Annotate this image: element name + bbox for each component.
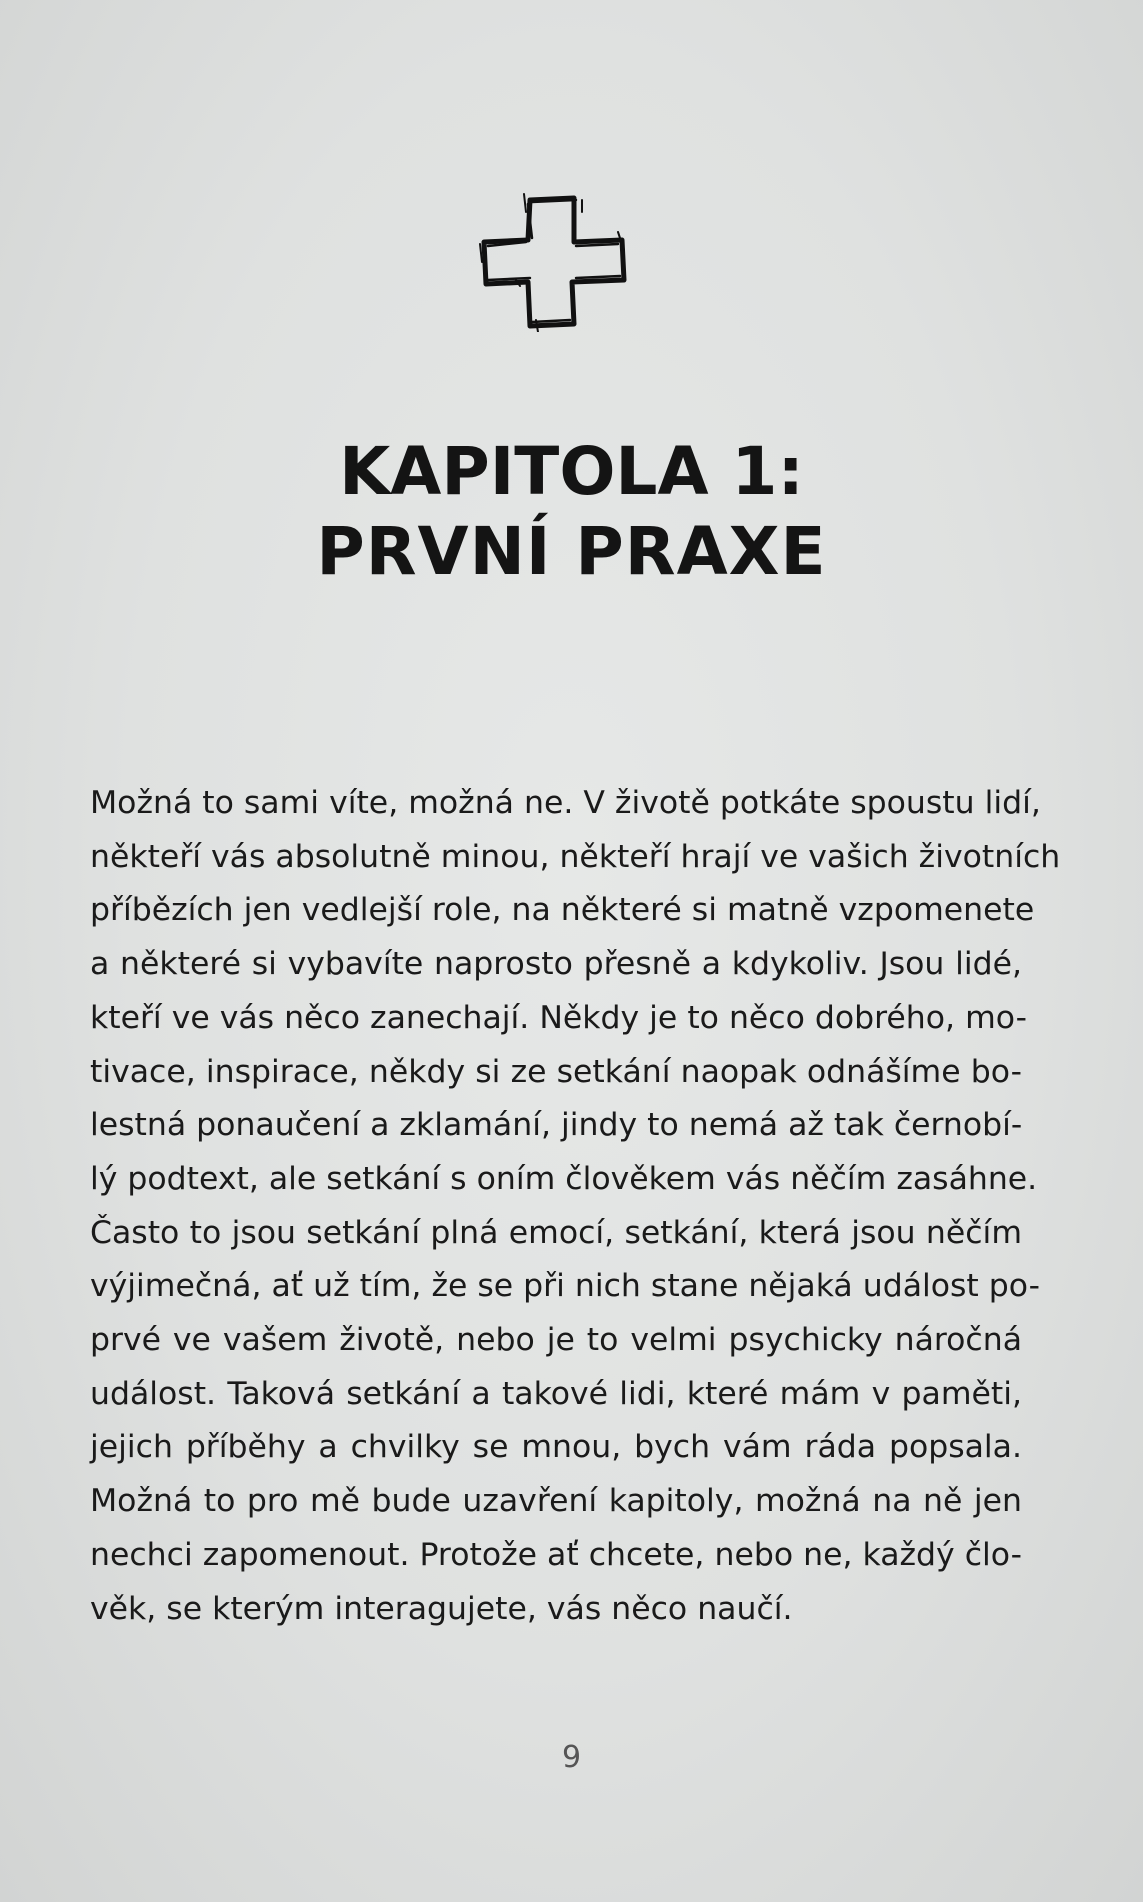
- body-line: jejich příběhy a chvilky se mnou, bych vám ráda popsala.: [90, 1429, 1022, 1466]
- body-line: příbězích jen vedlejší role, na některé si matně vzpomenete: [90, 892, 1035, 929]
- chapter-title-line1: KAPITOLA 1:: [339, 433, 804, 510]
- page-number: 9: [561, 1740, 582, 1775]
- chapter-title-line2: PRVNÍ PRAXE: [316, 513, 827, 590]
- body-line: lý podtext, ale setkání s oním člověkem vás něčím zasáhne.: [90, 1160, 1038, 1197]
- body-line: věk, se kterým interagujete, vás něco naučí.: [90, 1590, 793, 1627]
- body-line: nechci zapomenout. Protože ať chcete, nebo ne, každý člo-: [90, 1536, 1022, 1573]
- hand-drawn-cross-icon: [478, 192, 630, 332]
- chapter-body-text: [90, 777, 1061, 1636]
- body-line: prvé ve vašem životě, nebo je to velmi psychicky náročná: [90, 1322, 1022, 1359]
- body-line: a některé si vybavíte naprosto přesně a kdykoliv. Jsou lidé,: [90, 946, 1022, 983]
- body-line: tivace, inspirace, někdy si ze setkání naopak odnášíme bo-: [90, 1053, 1022, 1090]
- body-line: Možná to sami víte, možná ne. V životě potkáte spoustu lidí,: [90, 785, 1041, 821]
- body-line: Možná to pro mě bude uzavření kapitoly, možná na ně jen: [90, 1483, 1022, 1520]
- body-line: lestná ponaučení a zklamání, jindy to nemá až tak černobí-: [90, 1107, 1023, 1144]
- body-line: Často to jsou setkání plná emocí, setkání, která jsou něčím: [90, 1214, 1022, 1251]
- body-line: událost. Taková setkání a takové lidi, které mám v paměti,: [90, 1375, 1022, 1412]
- body-line: výjimečná, ať už tím, že se při nich stane nějaká událost po-: [90, 1268, 1041, 1305]
- body-line: kteří ve vás něco zanechají. Někdy je to něco dobrého, mo-: [90, 999, 1027, 1036]
- body-line: někteří vás absolutně minou, někteří hrají ve vašich životních: [90, 838, 1061, 875]
